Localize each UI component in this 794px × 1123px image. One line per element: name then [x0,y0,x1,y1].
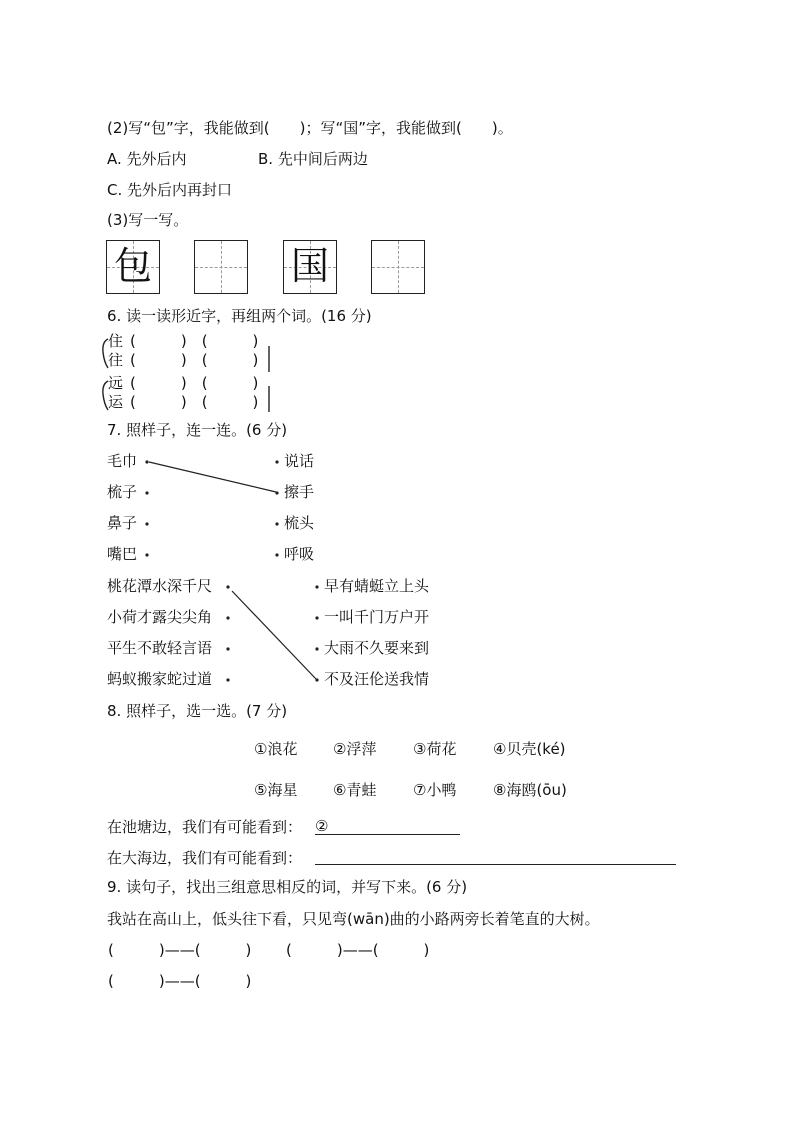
q7-dot-l3 [145,522,148,525]
q6-char-1: 住 [108,332,124,350]
q5-part2: (2)写“包”字，我能做到( )；写“国”字，我能做到( )。 [107,119,513,137]
q5-option-c: C. 先外后内再封口 [107,181,233,199]
q7-left2-item-1: 桃花潭水深千尺 [107,577,213,595]
q8-title: 8. 照样子，选一选。(7 分) [107,702,288,720]
q7-example-line-1 [149,462,276,492]
q7-right1-item-1: 说话 [284,452,315,470]
q7-dot-l4 [145,553,148,556]
q7-dot-r6 [315,616,318,619]
q7-dot-r5 [315,585,318,588]
q8-option-1: ①浪花 [254,740,298,758]
q6-char-4: 运 [108,393,124,411]
q6-blank-1[interactable]: ( ) ( ) [130,332,259,350]
q7-right2-item-2: 一叫千门万户开 [324,608,430,626]
q7-right2-item-4: 不及汪伦送我情 [324,670,430,688]
q7-example-line-2 [232,591,316,679]
q7-left2-item-4: 蚂蚁搬家蛇过道 [107,670,213,688]
q7-dot-l5 [226,585,229,588]
q9-pair-2[interactable]: ( )——( ) [286,941,430,959]
q7-left1-item-1: 毛巾 [107,452,138,470]
q5-option-b: B. 先中间后两边 [258,150,368,168]
q6-char-2: 往 [108,351,124,369]
q7-dot-r3 [275,522,278,525]
sample-char-guo: 国 [290,244,329,288]
q9-pair-3[interactable]: ( )——( ) [108,972,252,990]
q7-dot-l6 [226,616,229,619]
q7-right1-item-4: 呼吸 [284,545,315,563]
q7-left2-item-3: 平生不敢轻言语 [107,639,213,657]
q8-option-8: ⑧海鸥(ōu) [493,781,567,799]
q7-left1-item-2: 梳子 [107,483,138,501]
q8-pond-answer: ② [315,817,329,835]
q6-blank-2[interactable]: ( ) ( ) [130,351,259,369]
q7-right2-item-3: 大雨不久要来到 [324,639,430,657]
q7-dot-r1 [275,460,278,463]
q7-right1-item-2: 擦手 [284,483,315,501]
q6-blank-3[interactable]: ( ) ( ) [130,374,259,392]
q6-brace-left-1 [103,339,108,368]
q7-dot-r4 [275,553,278,556]
q8-sea-prompt: 在大海边，我们有可能看到： [107,849,303,867]
q7-dot-l7 [226,647,229,650]
q6-title: 6. 读一读形近字，再组两个词。(16 分) [107,307,372,325]
q5-part3: (3)写一写。 [107,211,189,229]
q8-option-6: ⑥青蛙 [333,781,377,799]
q7-left2-item-2: 小荷才露尖尖角 [107,608,213,626]
q8-option-4: ④贝壳(ké) [493,740,566,758]
q9-pair-1[interactable]: ( )——( ) [108,941,252,959]
q8-option-3: ③荷花 [413,740,457,758]
q8-option-7: ⑦小鸭 [413,781,457,799]
q8-pond-prompt: 在池塘边，我们有可能看到： [107,818,303,836]
q7-dot-l2 [145,491,148,494]
q7-title: 7. 照样子，连一连。(6 分) [107,421,288,439]
q9-title: 9. 读句子，找出三组意思相反的词，并写下来。(6 分) [107,878,468,896]
q8-option-2: ②浮萍 [333,740,377,758]
q7-right2-item-1: 早有蜻蜓立上头 [324,577,430,595]
q6-brace-left-2 [103,381,108,410]
sample-char-bao: 包 [113,244,152,288]
q7-left1-item-3: 鼻子 [107,514,138,532]
q7-dot-l1 [145,460,148,463]
q6-blank-4[interactable]: ( ) ( ) [130,393,259,411]
q7-left1-item-4: 嘴巴 [107,545,138,563]
q7-dot-r7 [315,647,318,650]
q9-sentence: 我站在高山上，低头往下看，只见弯(wān)曲的小路两旁长着笔直的大树。 [107,910,600,928]
q6-char-3: 远 [108,374,124,392]
q8-option-5: ⑤海星 [254,781,298,799]
q7-dot-l8 [226,678,229,681]
q5-option-a: A. 先外后内 [107,150,187,168]
q7-right1-item-3: 梳头 [284,514,315,532]
